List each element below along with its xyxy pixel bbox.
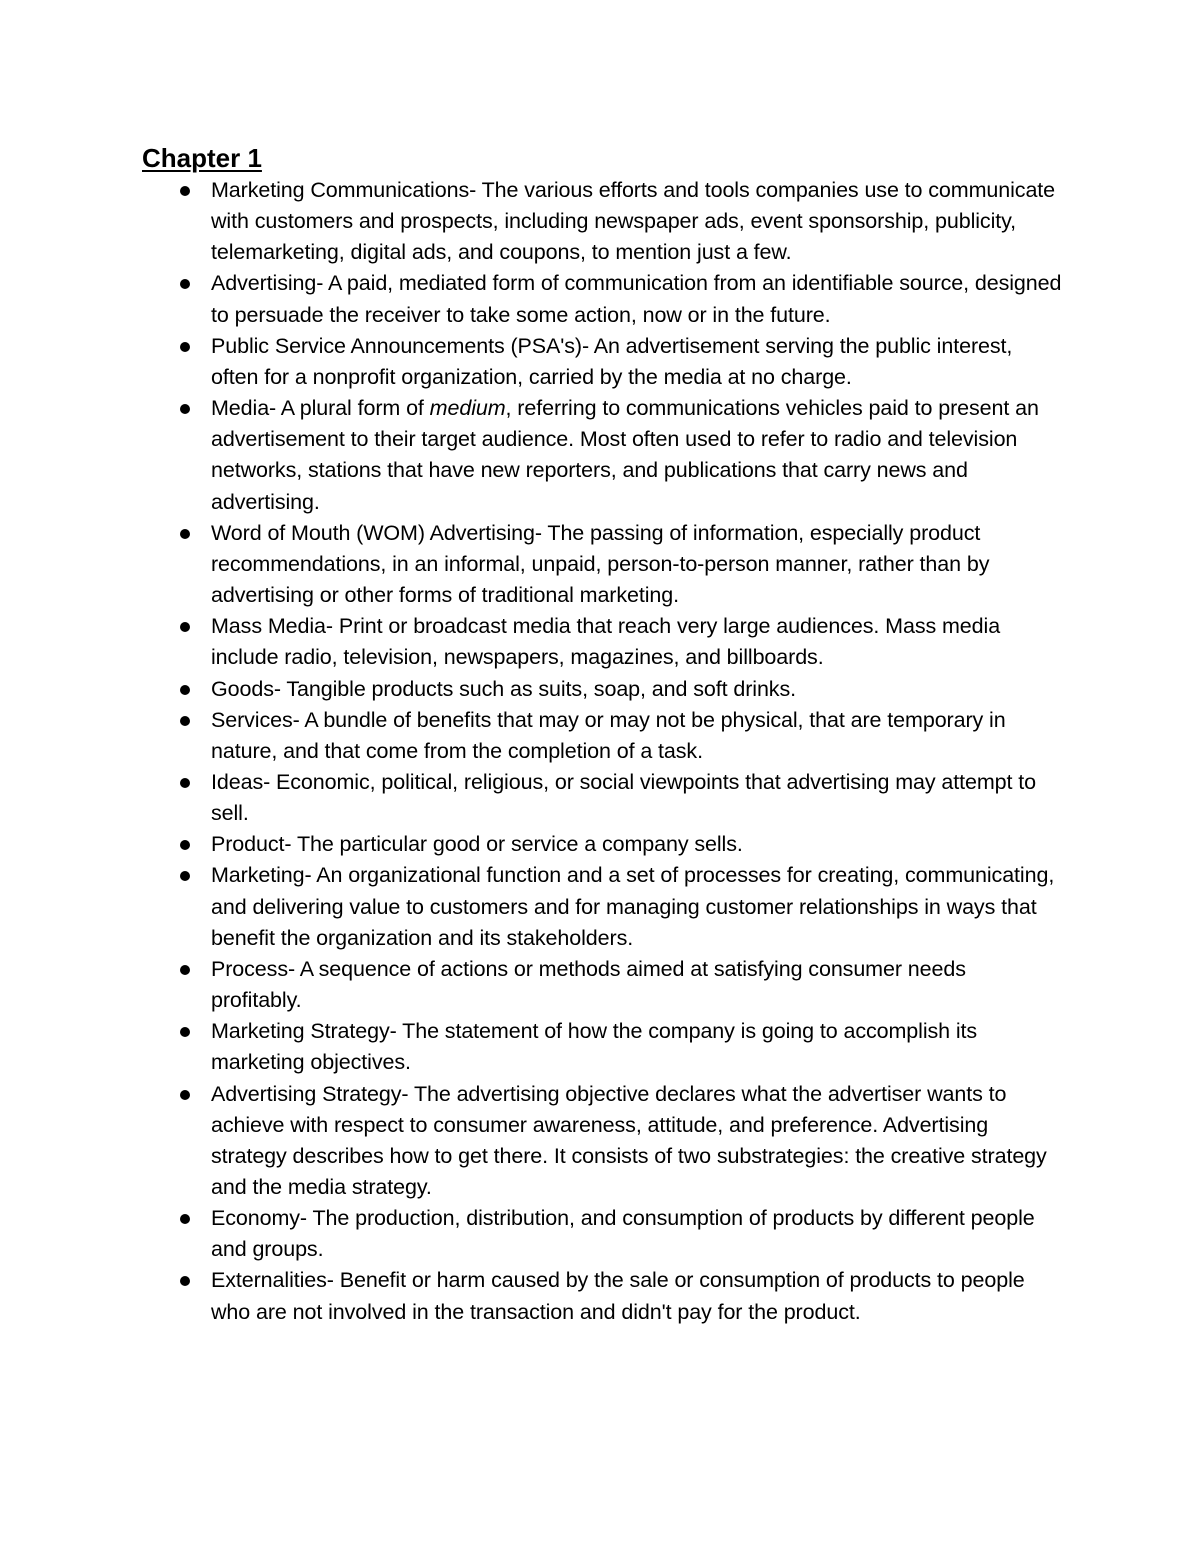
term-text-before: Media- A plural form of: [211, 396, 430, 421]
term-item: [142, 175, 1062, 268]
bullet-icon: [180, 685, 190, 695]
term-item: [142, 954, 1062, 1016]
term-text-italic: medium: [429, 396, 506, 421]
bullet-icon: [180, 622, 190, 632]
bullet-icon: [180, 529, 190, 539]
term-item: [142, 331, 1062, 393]
term-text: Mass Media- Print or broadcast media that reach very large audiences. Mass media include radio, television, newspapers, magazines, and billboards.: [211, 614, 1001, 670]
term-text: Externalities- Benefit or harm caused by the sale or consumption of products to people who are not involved in the transaction and didn't pay for the product.: [211, 1268, 1025, 1324]
term-text: Marketing- An organizational function and a set of processes for creating, communicating, and delivering value to customers and for managing customer relationships in ways that benefit the organization and its stakeholders.: [211, 863, 1055, 950]
term-item: [142, 1079, 1062, 1204]
term-item: [142, 1203, 1062, 1265]
bullet-icon: [180, 716, 190, 726]
term-text: Ideas- Economic, political, religious, or social viewpoints that advertising may attempt to sell.: [211, 769, 1037, 826]
bullet-icon: [180, 965, 190, 975]
term-text: Goods- Tangible products such as suits, soap, and soft drinks.: [211, 676, 796, 701]
bullet-icon: [180, 871, 190, 881]
bullet-icon: [180, 342, 190, 352]
term-item: [142, 518, 1062, 611]
term-list: [142, 175, 1062, 1328]
term-item: [142, 705, 1062, 767]
term-text: Marketing Communications- The various efforts and tools companies use to communicate with customers and prospects, including newspaper ads, event sponsorship, publicity, telemarketing, digital ads, and coupons, to mention just a few.: [211, 178, 1056, 265]
bullet-icon: [180, 1276, 190, 1286]
term-item: [142, 1016, 1062, 1078]
term-item: [142, 860, 1062, 953]
bullet-icon: [180, 404, 190, 414]
term-text: Public Service Announcements (PSA's)- An advertisement serving the public interest, often for a nonprofit organization, carried by the media at no charge.: [211, 333, 1013, 389]
bullet-icon: [180, 1027, 190, 1037]
term-item: [142, 1265, 1062, 1327]
term-item: [142, 674, 1062, 705]
term-text-after: , referring to communications vehicles paid to present an advertisement to their target audience. Most often used to refer to radio and television networks, stations that have new reporters, and publications that carry news and advertising.: [211, 396, 1039, 514]
bullet-icon: [180, 1090, 190, 1100]
bullet-icon: [180, 840, 190, 850]
bullet-icon: [180, 778, 190, 788]
term-item: [142, 829, 1062, 860]
term-text: Advertising Strategy- The advertising objective declares what the advertiser wants to achieve with respect to consumer awareness, attitude, and preference. Advertising strategy describes how to get there. It consists of two substrategies: the creative strategy and the media strategy.: [211, 1081, 1047, 1199]
term-text: Advertising- A paid, mediated form of communication from an identifiable source, designed to persuade the receiver to take some action, now or in the future.: [211, 271, 1062, 327]
term-text: Services- A bundle of benefits that may or may not be physical, that are temporary in nature, and that come from the completion of a task.: [211, 707, 1006, 763]
term-text: Economy- The production, distribution, and consumption of products by different people and groups.: [211, 1206, 1035, 1262]
term-item: [142, 767, 1062, 829]
bullet-icon: [180, 1214, 190, 1224]
term-text: Word of Mouth (WOM) Advertising- The passing of information, especially product recommendations, in an informal, unpaid, person-to-person manner, rather than by advertising or other forms of traditional marketing.: [211, 520, 990, 608]
term-item: [142, 268, 1062, 330]
term-text: Product- The particular good or service a company sells.: [211, 832, 743, 857]
bullet-icon: [180, 279, 190, 289]
chapter-heading: Chapter 1: [142, 143, 262, 173]
term-item: [142, 393, 1062, 518]
term-text: Process- A sequence of actions or methods aimed at satisfying consumer needs profitably.: [211, 956, 966, 1013]
bullet-icon: [180, 186, 190, 196]
term-item: [142, 611, 1062, 673]
term-text: Marketing Strategy- The statement of how the company is going to accomplish its marketing objectives.: [211, 1019, 978, 1075]
